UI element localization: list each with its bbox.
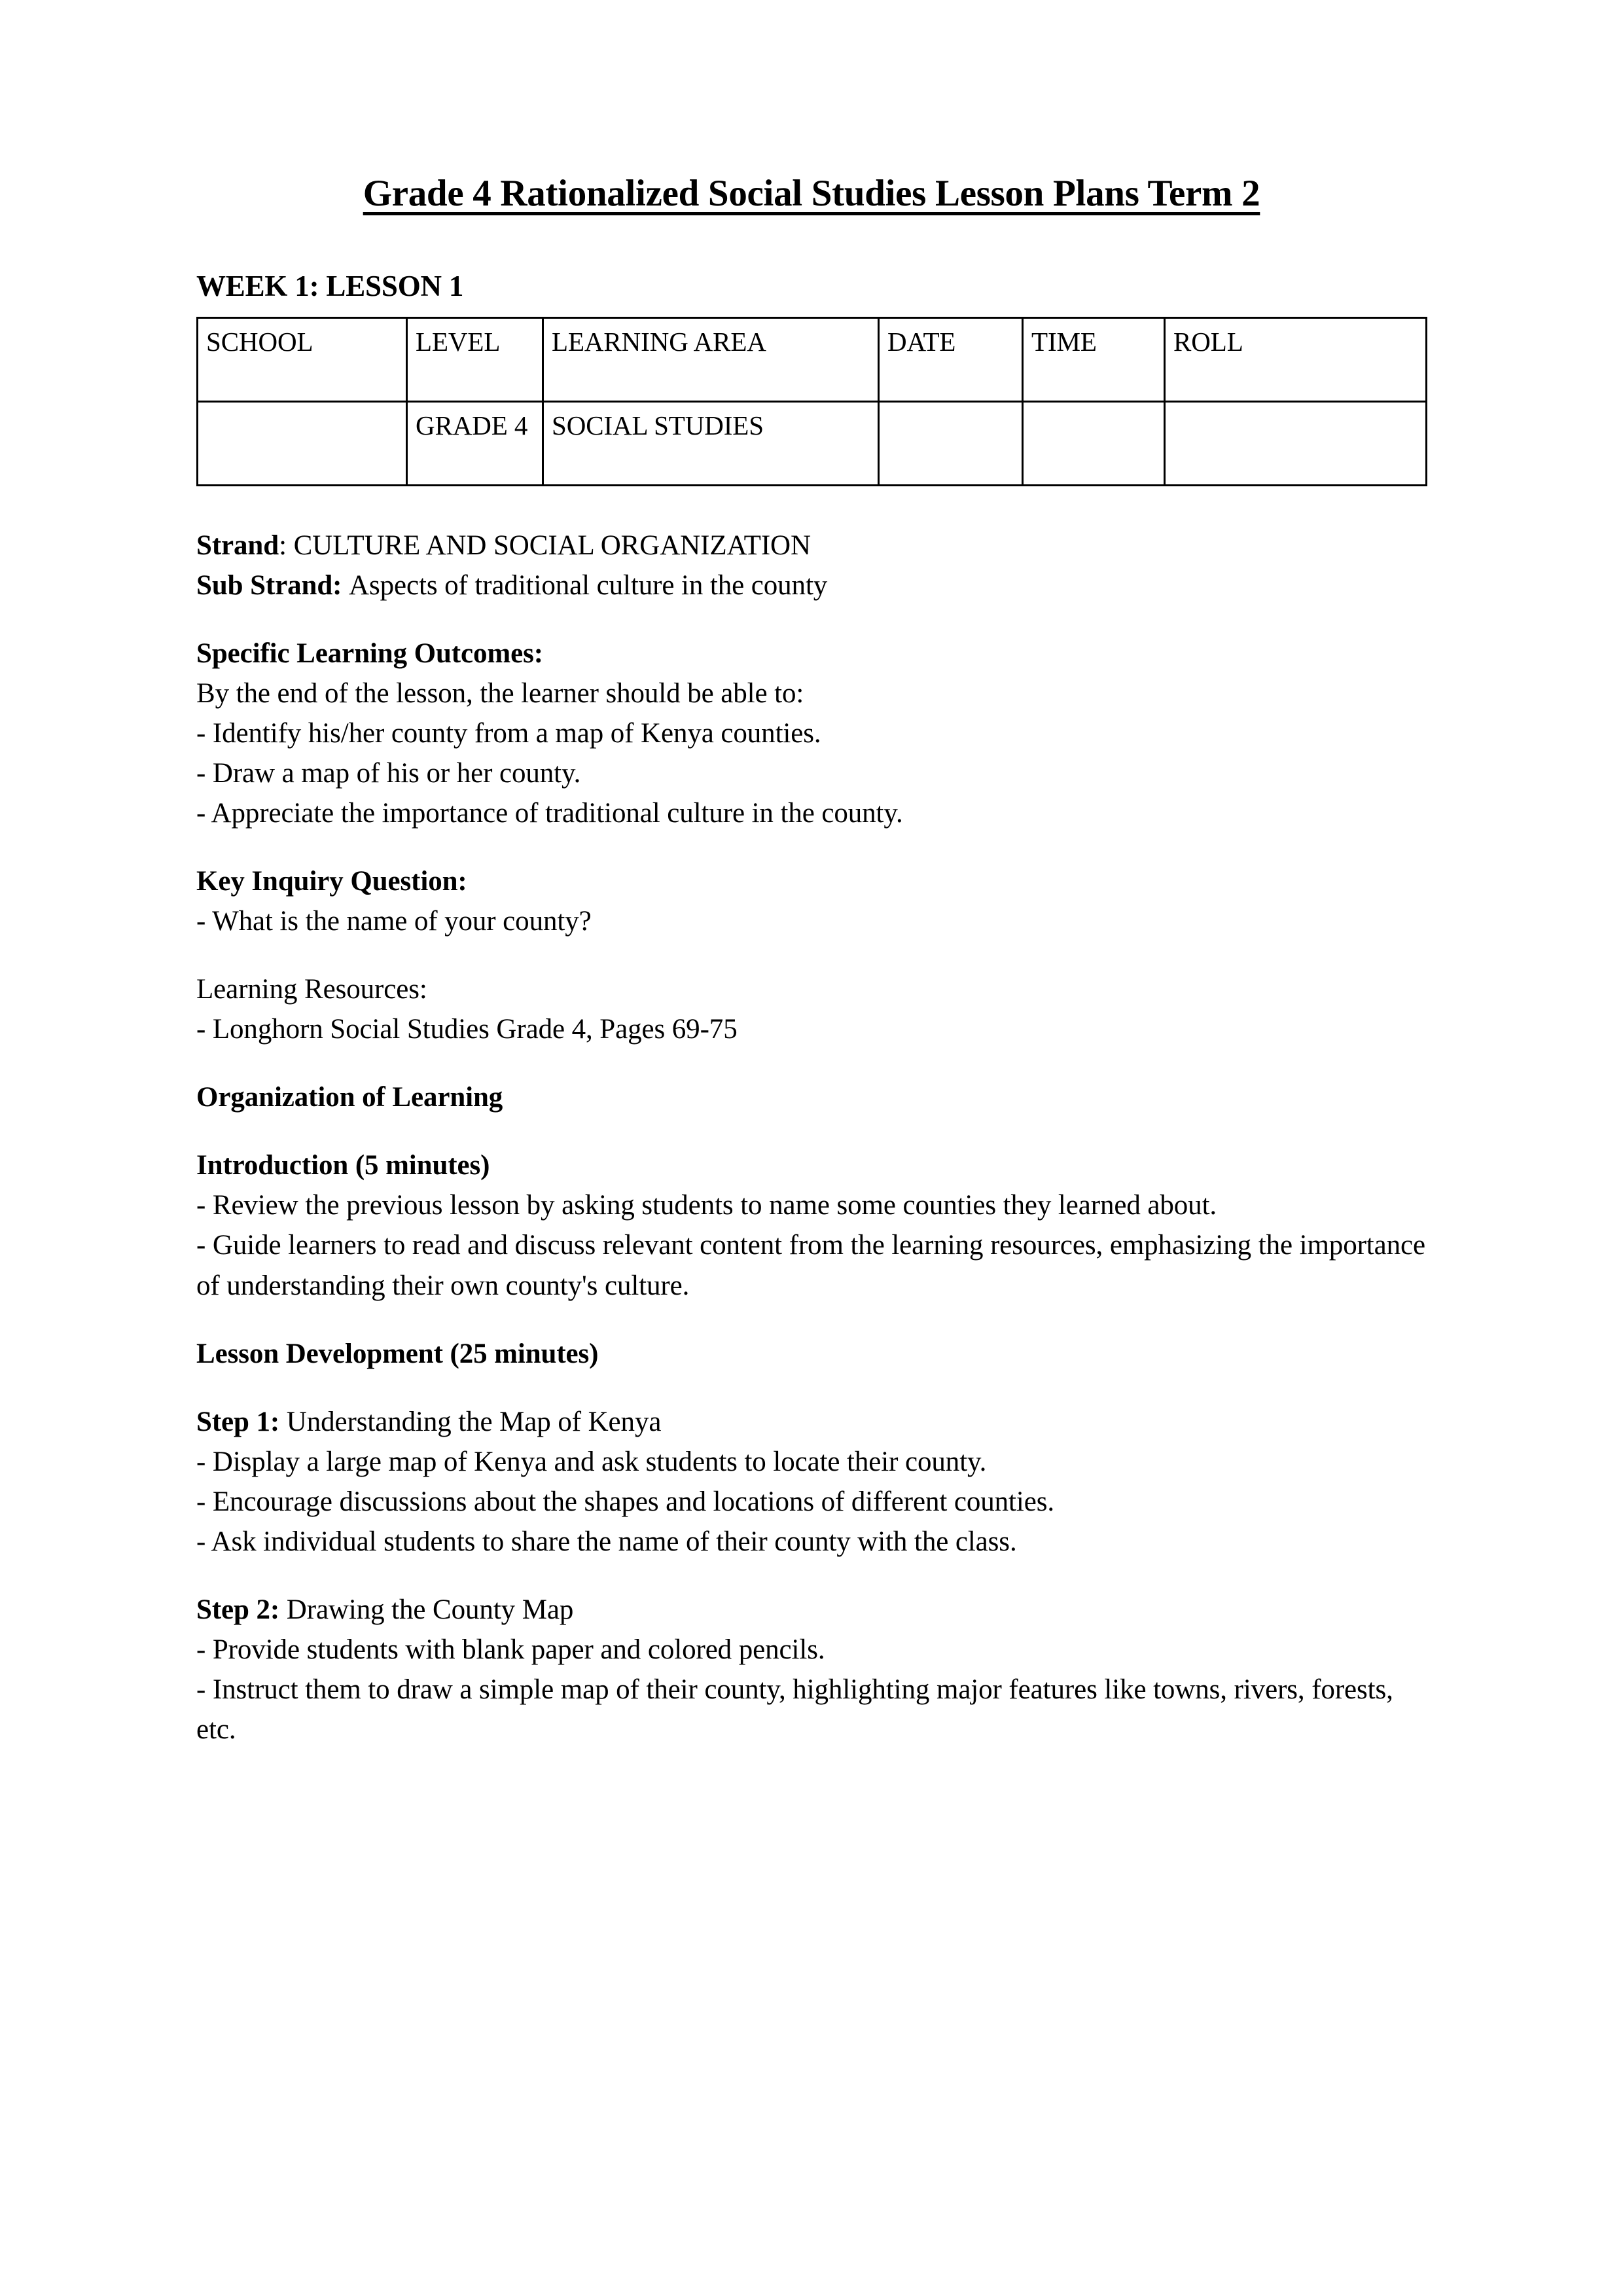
table-header-level: LEVEL: [407, 317, 543, 401]
step-1-heading: [196, 1402, 1427, 1442]
table-cell-learning-area[interactable]: SOCIAL STUDIES: [543, 401, 879, 485]
spacer: [196, 486, 1427, 526]
list-item: - Draw a map of his or her county.: [196, 758, 581, 789]
sub-strand-line: [196, 565, 1427, 605]
specific-learning-outcomes-heading: Specific Learning Outcomes:: [196, 637, 543, 669]
list-item: - Guide learners to read and discuss relevant content from the learning resources, emphasizing the importance of understanding their own county's culture.: [196, 1230, 1426, 1301]
strand-label: Strand: [196, 529, 279, 561]
table-cell-level[interactable]: GRADE 4: [407, 401, 543, 485]
sub-strand-label: Sub Strand:: [196, 569, 349, 601]
spacer: [196, 1374, 1427, 1402]
learning-resources-heading: Learning Resources:: [196, 974, 427, 1005]
spacer: [196, 1049, 1427, 1077]
sub-strand-value: Aspects of traditional culture in the county: [349, 569, 828, 601]
list-item: - Appreciate the importance of traditional culture in the county.: [196, 798, 903, 829]
week-lesson-heading: WEEK 1: LESSON 1: [196, 269, 464, 302]
step-2-heading: [196, 1590, 1427, 1630]
list-item: - Encourage discussions about the shapes and locations of different counties.: [196, 1486, 1055, 1517]
table-cell-school[interactable]: [198, 401, 407, 485]
table-cell-date[interactable]: [879, 401, 1023, 485]
spacer: [196, 1306, 1427, 1334]
spacer: [196, 605, 1427, 634]
lesson-development-heading: Lesson Development (25 minutes): [196, 1338, 599, 1369]
step-1-label: Step 1:: [196, 1406, 287, 1437]
list-item: - Identify his/her county from a map of Kenya counties.: [196, 718, 821, 749]
outcomes-intro: By the end of the lesson, the learner should be able to:: [196, 677, 804, 709]
introduction-heading: Introduction (5 minutes): [196, 1150, 490, 1181]
table-row: [198, 401, 1427, 485]
list-item: - Ask individual students to share the name of their county with the class.: [196, 1526, 1017, 1557]
strand-line: [196, 526, 1427, 565]
page-title-text: Grade 4 Rationalized Social Studies Lesson Plans Term 2: [363, 173, 1260, 214]
table-header-roll: ROLL: [1165, 317, 1427, 401]
organization-of-learning-heading: Organization of Learning: [196, 1082, 503, 1113]
table-header-learning-area: LEARNING AREA: [543, 317, 879, 401]
page-title: [196, 164, 1427, 215]
table-row-headers: [198, 317, 1427, 401]
list-item: - What is the name of your county?: [196, 906, 592, 937]
step-1-title: Understanding the Map of Kenya: [286, 1406, 662, 1437]
list-item: - Instruct them to draw a simple map of their county, highlighting major features like towns, rivers, forests, etc.: [196, 1674, 1393, 1745]
list-item: - Review the previous lesson by asking students to name some counties they learned about.: [196, 1190, 1217, 1221]
table-cell-time[interactable]: [1023, 401, 1165, 485]
spacer: [196, 1117, 1427, 1145]
key-inquiry-question-heading: Key Inquiry Question:: [196, 866, 467, 897]
strand-value: CULTURE AND SOCIAL ORGANIZATION: [293, 529, 811, 561]
step-2-title: Drawing the County Map: [286, 1594, 574, 1625]
strand-separator: :: [279, 529, 294, 561]
table-header-time: TIME: [1023, 317, 1165, 401]
list-item: - Provide students with blank paper and colored pencils.: [196, 1634, 825, 1665]
table-cell-roll[interactable]: [1165, 401, 1427, 485]
step-2-label: Step 2:: [196, 1594, 287, 1625]
lesson-info-table: [196, 317, 1427, 486]
spacer: [196, 1562, 1427, 1590]
list-item: - Display a large map of Kenya and ask students to locate their county.: [196, 1446, 987, 1477]
spacer: [196, 941, 1427, 969]
table-header-date: DATE: [879, 317, 1023, 401]
table-header-school: SCHOOL: [198, 317, 407, 401]
spacer: [196, 833, 1427, 861]
list-item: - Longhorn Social Studies Grade 4, Pages 69-75: [196, 1014, 738, 1045]
document-content: [196, 164, 1427, 1749]
